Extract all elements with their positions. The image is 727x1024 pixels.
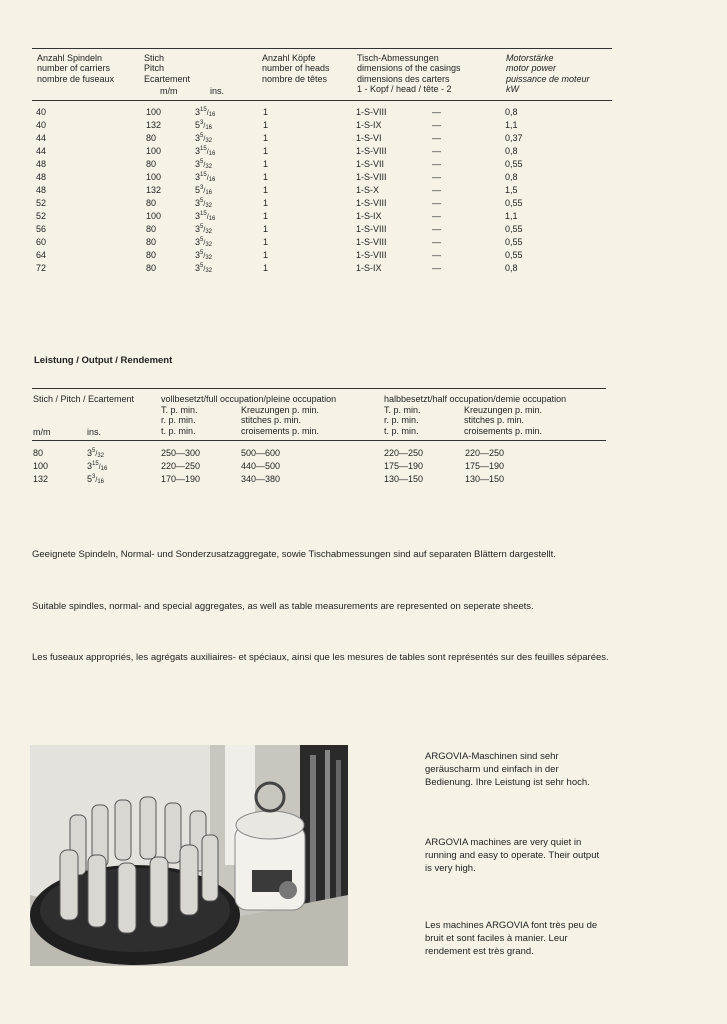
cell-heads: 1 (263, 237, 269, 247)
machine-photo-drawing (30, 745, 348, 966)
cell-dash: — (432, 263, 441, 273)
cell-carriers: 48 (36, 159, 47, 169)
side-text-de: ARGOVIA-Maschinen sind sehr geräuscharm und einfach in der Bedienung. Ihre Leistung ist sehr hoch. (425, 751, 590, 788)
col-dimensions-header (357, 53, 461, 94)
fraction-whole: 3 (195, 237, 201, 247)
side-text-fr: Les machines ARGOVIA font très peu de bruit et sont faciles à manier. Leur rendement est très grand. (425, 920, 598, 957)
fraction-inches (195, 159, 212, 171)
fraction-whole: 3 (195, 107, 201, 117)
fraction-slash: / (206, 214, 209, 221)
cell-heads: 1 (263, 107, 269, 117)
fraction-whole: 3 (195, 146, 201, 156)
header-line: Tisch-Abmessungen (357, 53, 439, 63)
cell-mm: 80 (146, 224, 157, 234)
cell-carriers: 52 (36, 198, 47, 208)
cell-heads: 1 (263, 159, 269, 169)
fraction-denominator: 32 (205, 203, 212, 209)
cell-heads: 1 (263, 146, 269, 156)
header-line: Motorstärke (506, 53, 554, 63)
fraction-whole: 5 (87, 474, 93, 484)
cell-dimensions: 1-S-VI (356, 133, 382, 143)
cell-motor-kw: 1,5 (505, 185, 518, 195)
fraction-denominator: 32 (205, 268, 212, 274)
table-row (0, 263, 727, 276)
table-row (0, 461, 727, 474)
fraction-inches (195, 263, 212, 275)
fraction-slash: / (203, 188, 206, 195)
cell-half-kr: 175—190 (465, 461, 505, 471)
cell-heads: 1 (263, 263, 269, 273)
table-row (0, 198, 727, 211)
cell-motor-kw: 0,55 (505, 198, 523, 208)
header-line: croisements p. min. (464, 425, 543, 436)
fraction-numerator: 15 (200, 172, 207, 178)
fraction-slash: / (203, 227, 206, 234)
header-line: t. p. min. (384, 425, 419, 436)
side-text-en: ARGOVIA machines are very quiet in running and easy to operate. Their output is very high. (425, 837, 600, 874)
cell-mm: 80 (146, 237, 157, 247)
fraction-slash: / (95, 477, 98, 484)
table-row (0, 474, 727, 487)
col-carriers-header (37, 53, 114, 84)
fraction-numerator: 3 (200, 120, 204, 126)
cell-motor-kw: 0,8 (505, 107, 518, 117)
header-line: croisements p. min. (241, 425, 320, 436)
half-kr-header (464, 405, 542, 436)
fraction-whole: 3 (195, 263, 201, 273)
cell-heads: 1 (263, 224, 269, 234)
fraction-numerator: 3 (200, 185, 204, 191)
header-line: dimensions of the casings (357, 63, 461, 74)
cell-dimensions: 1-S-VIII (356, 198, 387, 208)
cell-dash: — (432, 133, 441, 143)
header-line: number of carriers (37, 63, 111, 74)
cell-mm: 100 (146, 107, 162, 117)
header-line: r. p. min. (161, 415, 196, 426)
cell-carriers: 44 (36, 133, 47, 143)
cell-carriers: 48 (36, 172, 47, 182)
cell-carriers: 56 (36, 224, 47, 234)
fraction-numerator: 15 (200, 146, 207, 152)
table-row (0, 237, 727, 250)
fraction-numerator: 5 (200, 133, 204, 139)
col-mm-header: m/m (160, 86, 178, 96)
cell-half-tp: 175—190 (384, 461, 424, 471)
cell-motor-kw: 1,1 (505, 120, 518, 130)
table-row (0, 448, 727, 461)
fraction-denominator: 16 (208, 177, 216, 183)
cell-dimensions: 1-S-IX (356, 263, 382, 273)
fraction-whole: 3 (87, 461, 93, 471)
fraction-whole: 5 (195, 185, 201, 195)
fraction-slash: / (203, 266, 206, 273)
cell-full-tp: 250—300 (161, 448, 201, 458)
cell-mm: 100 (146, 172, 162, 182)
cell-mm: 80 (146, 133, 157, 143)
cell-heads: 1 (263, 198, 269, 208)
fraction-denominator: 32 (97, 453, 104, 459)
col-ins-header: ins. (210, 86, 225, 96)
col-stitch-header: Stich / Pitch / Ecartement (33, 394, 135, 404)
cell-heads: 1 (263, 211, 269, 221)
header-line: kW (506, 84, 519, 95)
cell-motor-kw: 0,8 (505, 263, 518, 273)
cell-motor-kw: 0,55 (505, 237, 523, 247)
cell-dimensions: 1-S-VII (356, 159, 385, 169)
cell-mm: 80 (146, 263, 157, 273)
table-row (0, 211, 727, 224)
cell-dimensions: 1-S-VIII (356, 250, 387, 260)
paragraph-de: Geeignete Spindeln, Normal- und Sonderzusatzaggregate, sowie Tischabmessungen sind auf separaten Blättern dargestellt. (32, 549, 556, 560)
col-pitch-header (144, 53, 190, 84)
cell-dimensions: 1-S-VIII (356, 172, 387, 182)
header-line: T. p. min. (384, 405, 421, 415)
fraction-slash: / (95, 451, 98, 458)
cell-carriers: 40 (36, 107, 47, 117)
fraction-inches (195, 107, 215, 119)
cell-dash: — (432, 107, 441, 117)
cell-dash: — (432, 159, 441, 169)
fraction-inches (195, 198, 212, 210)
half-tp-header (384, 405, 421, 436)
fraction-numerator: 3 (92, 474, 96, 480)
cell-mm: 80 (146, 250, 157, 260)
full-tp-header (161, 405, 198, 436)
header-line: Ecartement (144, 73, 191, 84)
table-row (0, 172, 727, 185)
fraction-denominator: 16 (208, 216, 216, 222)
fraction-numerator: 5 (92, 448, 96, 454)
fraction-slash: / (203, 240, 206, 247)
header-line: dimensions des carters (357, 73, 450, 84)
table-row (0, 107, 727, 120)
cell-mm: 80 (146, 159, 157, 169)
table-row (0, 224, 727, 237)
cell-dash: — (432, 185, 441, 195)
fraction-slash: / (203, 253, 206, 260)
fraction-whole: 3 (195, 159, 201, 169)
cell-motor-kw: 0,8 (505, 146, 518, 156)
fraction-denominator: 16 (205, 125, 212, 131)
fraction-numerator: 15 (92, 461, 99, 467)
table-row (0, 250, 727, 263)
table1-top-rule (32, 48, 612, 49)
fraction-slash: / (98, 464, 101, 471)
cell-dimensions: 1-S-VIII (356, 237, 387, 247)
fraction-inches (87, 474, 104, 486)
paragraph-fr: Les fuseaux appropriés, les agrégats auxiliaires- et spéciaux, ainsi que les mesures de tables sont représentés sur des feuilles séparées. (32, 652, 609, 663)
cell-dimensions: 1-S-VIII (356, 107, 387, 117)
cell-dimensions: 1-S-VIII (356, 146, 387, 156)
table1-header-rule (32, 100, 612, 101)
fraction-inches (195, 211, 215, 223)
cell-heads: 1 (263, 185, 269, 195)
fraction-numerator: 15 (200, 107, 207, 113)
cell-dash: — (432, 120, 441, 130)
fraction-slash: / (203, 162, 206, 169)
fraction-numerator: 5 (200, 198, 204, 204)
col-motor-header (506, 53, 590, 94)
cell-mm: 100 (33, 461, 49, 471)
cell-heads: 1 (263, 120, 269, 130)
fraction-numerator: 5 (200, 237, 204, 243)
cell-carriers: 60 (36, 237, 47, 247)
cell-dimensions: 1-S-IX (356, 120, 382, 130)
cell-mm: 132 (33, 474, 49, 484)
fraction-slash: / (203, 136, 206, 143)
table2-header-rule (32, 440, 606, 441)
header-line: Anzahl Köpfe (262, 53, 316, 63)
header-line: r. p. min. (384, 415, 419, 426)
header-line: motor power (506, 63, 557, 74)
header-line: Kreuzungen p. min. (241, 405, 320, 415)
fraction-denominator: 32 (205, 255, 212, 261)
fraction-numerator: 5 (200, 250, 204, 256)
cell-carriers: 40 (36, 120, 47, 130)
cell-motor-kw: 0,8 (505, 172, 518, 182)
fraction-inches (195, 237, 212, 249)
fraction-inches (87, 448, 104, 460)
full-kr-header (241, 405, 319, 436)
cell-mm: 132 (146, 185, 162, 195)
fraction-inches (87, 461, 107, 473)
cell-dimensions: 1-S-IX (356, 211, 382, 221)
fraction-numerator: 5 (200, 224, 204, 230)
fraction-slash: / (203, 201, 206, 208)
cell-dash: — (432, 224, 441, 234)
table-row (0, 146, 727, 159)
header-line: number of heads (262, 63, 330, 74)
table-row (0, 120, 727, 133)
fraction-denominator: 16 (100, 466, 108, 472)
header-line: t. p. min. (161, 425, 196, 436)
cell-half-tp: 130—150 (384, 474, 424, 484)
fraction-denominator: 32 (205, 138, 212, 144)
cell-dash: — (432, 172, 441, 182)
full-occupation-header: vollbesetzt/full occupation/pleine occupation (161, 394, 337, 404)
output-section-title: Leistung / Output / Rendement (34, 355, 173, 366)
cell-dash: — (432, 198, 441, 208)
table-row (0, 159, 727, 172)
cell-full-kr: 340—380 (241, 474, 281, 484)
header-line: Pitch (144, 63, 165, 74)
cell-motor-kw: 1,1 (505, 211, 518, 221)
fraction-inches (195, 146, 215, 158)
fraction-whole: 3 (195, 250, 201, 260)
fraction-inches (195, 172, 215, 184)
fraction-numerator: 5 (200, 263, 204, 269)
fraction-whole: 3 (195, 224, 201, 234)
cell-carriers: 52 (36, 211, 47, 221)
fraction-inches (195, 250, 212, 262)
fraction-whole: 3 (87, 448, 93, 458)
cell-dimensions: 1-S-X (356, 185, 380, 195)
fraction-numerator: 5 (200, 159, 204, 165)
fraction-whole: 3 (195, 172, 201, 182)
fraction-whole: 3 (195, 133, 201, 143)
cell-dash: — (432, 237, 441, 247)
fraction-denominator: 16 (208, 112, 216, 118)
cell-half-kr: 220—250 (465, 448, 505, 458)
fraction-whole: 5 (195, 120, 201, 130)
cell-heads: 1 (263, 133, 269, 143)
paragraph-en: Suitable spindles, normal- and special aggregates, as well as table measurements are represented on seperate sheets. (32, 601, 534, 612)
fraction-slash: / (206, 149, 209, 156)
cell-full-tp: 220—250 (161, 461, 201, 471)
cell-dash: — (432, 250, 441, 260)
table2-top-rule (32, 388, 606, 389)
fraction-denominator: 16 (208, 151, 216, 157)
header-line: Kreuzungen p. min. (464, 405, 543, 415)
cell-heads: 1 (263, 172, 269, 182)
fraction-inches (195, 224, 212, 236)
cell-dash: — (432, 146, 441, 156)
table-row (0, 133, 727, 146)
header-line: T. p. min. (161, 405, 198, 415)
cell-motor-kw: 0,37 (505, 133, 523, 143)
header-line: Stich (144, 53, 165, 63)
header-line: 1 - Kopf / head / tête - 2 (357, 84, 452, 95)
fraction-slash: / (206, 110, 209, 117)
cell-full-kr: 440—500 (241, 461, 281, 471)
table-row (0, 185, 727, 198)
cell-dimensions: 1-S-VIII (356, 224, 387, 234)
header-line: nombre de fuseaux (37, 73, 115, 84)
fraction-slash: / (203, 123, 206, 130)
half-occupation-header: halbbesetzt/half occupation/demie occupation (384, 394, 567, 404)
fraction-inches (195, 185, 212, 197)
cell-dash: — (432, 211, 441, 221)
fraction-numerator: 15 (200, 211, 207, 217)
fraction-denominator: 32 (205, 164, 212, 170)
cell-half-tp: 220—250 (384, 448, 424, 458)
col-ins-header: ins. (87, 427, 102, 437)
fraction-inches (195, 120, 212, 132)
col-heads-header (262, 53, 330, 84)
cell-mm: 80 (146, 198, 157, 208)
cell-full-tp: 170—190 (161, 474, 201, 484)
cell-carriers: 44 (36, 146, 47, 156)
header-line: stitches p. min. (464, 415, 525, 426)
fraction-denominator: 32 (205, 242, 212, 248)
cell-heads: 1 (263, 250, 269, 260)
cell-motor-kw: 0,55 (505, 224, 523, 234)
fraction-whole: 3 (195, 198, 201, 208)
cell-full-kr: 500—600 (241, 448, 281, 458)
cell-mm: 100 (146, 146, 162, 156)
cell-motor-kw: 0,55 (505, 159, 523, 169)
fraction-whole: 3 (195, 211, 201, 221)
cell-carriers: 48 (36, 185, 47, 195)
fraction-slash: / (206, 175, 209, 182)
fraction-denominator: 16 (205, 190, 212, 196)
header-line: stitches p. min. (241, 415, 302, 426)
fraction-denominator: 16 (97, 479, 104, 485)
fraction-denominator: 32 (205, 229, 212, 235)
fraction-inches (195, 133, 212, 145)
col-mm-header: m/m (33, 427, 51, 437)
header-line: puissance de moteur (506, 73, 590, 84)
cell-carriers: 72 (36, 263, 47, 273)
header-line: nombre de têtes (262, 73, 328, 84)
cell-carriers: 64 (36, 250, 47, 260)
cell-half-kr: 130—150 (465, 474, 505, 484)
cell-motor-kw: 0,55 (505, 250, 523, 260)
cell-mm: 100 (146, 211, 162, 221)
cell-mm: 132 (146, 120, 162, 130)
header-line: Anzahl Spindeln (37, 53, 103, 63)
machine-photo (30, 745, 348, 966)
cell-mm: 80 (33, 448, 44, 458)
